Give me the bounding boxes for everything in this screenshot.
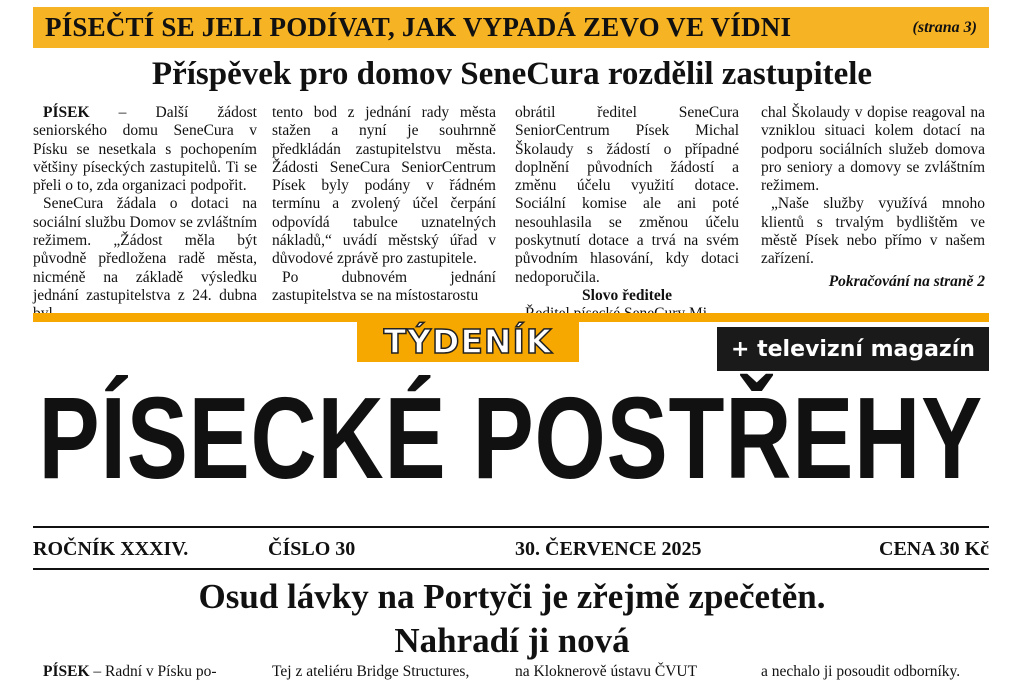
issue-rule-bottom <box>33 568 989 570</box>
article-headline-line-1: Osud lávky na Portyči je zřejmě zpečetěn. <box>198 577 826 616</box>
top-banner-page-ref: (strana 3) <box>912 18 977 36</box>
article-column-1 <box>33 104 257 310</box>
article-headline-line-2: Nahradí ji nová <box>394 621 630 660</box>
continued-link[interactable]: Pokračování na straně 2 <box>828 272 985 290</box>
article-paragraph: Po dubnovém jednání zastupitelstva se na místostarostu <box>272 268 496 304</box>
newspaper-name: PÍSECKÉ POSTŘEHY <box>38 373 984 503</box>
issue-info <box>33 538 989 564</box>
weekly-label: TÝDENÍK <box>383 321 553 361</box>
newspaper-title <box>33 370 989 506</box>
issue-rule-top <box>33 526 989 528</box>
article-column-3: na Kloknerově ústavu ČVUT <box>515 663 698 680</box>
article-column-2: Tej z ateliéru Bridge Structures, <box>272 663 470 680</box>
article-column-4: a nechalo ji posoudit odborníky. <box>761 663 961 680</box>
article-headline: Příspěvek pro domov SeneCura rozdělil zastupitele <box>151 56 873 92</box>
issue-date: 30. ČERVENCE 2025 <box>515 538 702 560</box>
article-column-2 <box>272 104 496 310</box>
issue-number: ČÍSLO 30 <box>268 538 356 560</box>
article-columns-2 <box>33 663 989 689</box>
article-column-1 <box>43 663 267 681</box>
article-column-3 <box>515 104 739 310</box>
article-paragraph: SeneCura žádala o dotaci na sociální službu Domov se zvláštním režimem. „Žádost měla být původně předložena radě města, nicméně na základě výsledku jednání zastupitelstva z 24. dubna <box>33 195 257 304</box>
article-subhead: Slovo ředitele <box>582 286 672 304</box>
article-paragraph: chal Školaudy v dopise reagoval na vzniklou situaci kolem dotací na podporu sociálních služeb domova pro seniory a domovy se zvláštním režimem. <box>761 104 985 195</box>
article-columns <box>33 104 989 310</box>
top-banner[interactable] <box>33 7 989 48</box>
volume-label: ROČNÍK XXXIV. <box>33 538 189 560</box>
tv-magazine-badge[interactable] <box>717 327 989 371</box>
article-paragraph: obrátil ředitel SeneCura SeniorCentrum Písek Michal Školaudy s žádostí o případné doplnění původních žádostí a změnu účelu využití dotace. Sociální komise ale ani poté nesouhlasila se změnou účelu poskytnutí dotace a trvá na svém původním hlasování, kdy dotaci nedoporučila. <box>515 104 739 286</box>
article-paragraph: tento bod z jednání rady města stažen a nyní je souhrnně předkládán zastupitelstvu města. Žádosti SeneCura SeniorCentrum Písek byly podány v řádném termínu a zvolený účel čerpání odpovídá tabulce uznatelných nákladů,“ uvádí městský úřad v důvodové zprávě pro zastupitele. <box>272 104 496 268</box>
tv-magazine-label: + televizní magazín <box>731 336 975 362</box>
paragraph-text: – Další žádost seniorského domu SeneCura v Písku se nesetkala s pochopením většiny píseckých zastupitelů. Ti se přeli o to, zda organizaci podpořit. <box>33 104 257 195</box>
dateline: PÍSEK <box>43 104 90 121</box>
article-paragraph: „Naše služby využívá mnoho klientů s trvalým bydlištěm ve městě Písek nebo přímo v našem zařízení. <box>761 195 985 268</box>
price-label: CENA 30 Kč <box>879 538 989 560</box>
article-paragraph <box>33 104 257 195</box>
weekly-label-box <box>357 320 579 362</box>
dateline: PÍSEK <box>43 663 90 680</box>
top-banner-title: PÍSEČTÍ SE JELI PODÍVAT, JAK VYPADÁ ZEVO VE VÍDNI <box>45 12 792 42</box>
paragraph-text: – Radní v Písku po- <box>89 663 217 680</box>
article-column-4 <box>761 104 985 310</box>
